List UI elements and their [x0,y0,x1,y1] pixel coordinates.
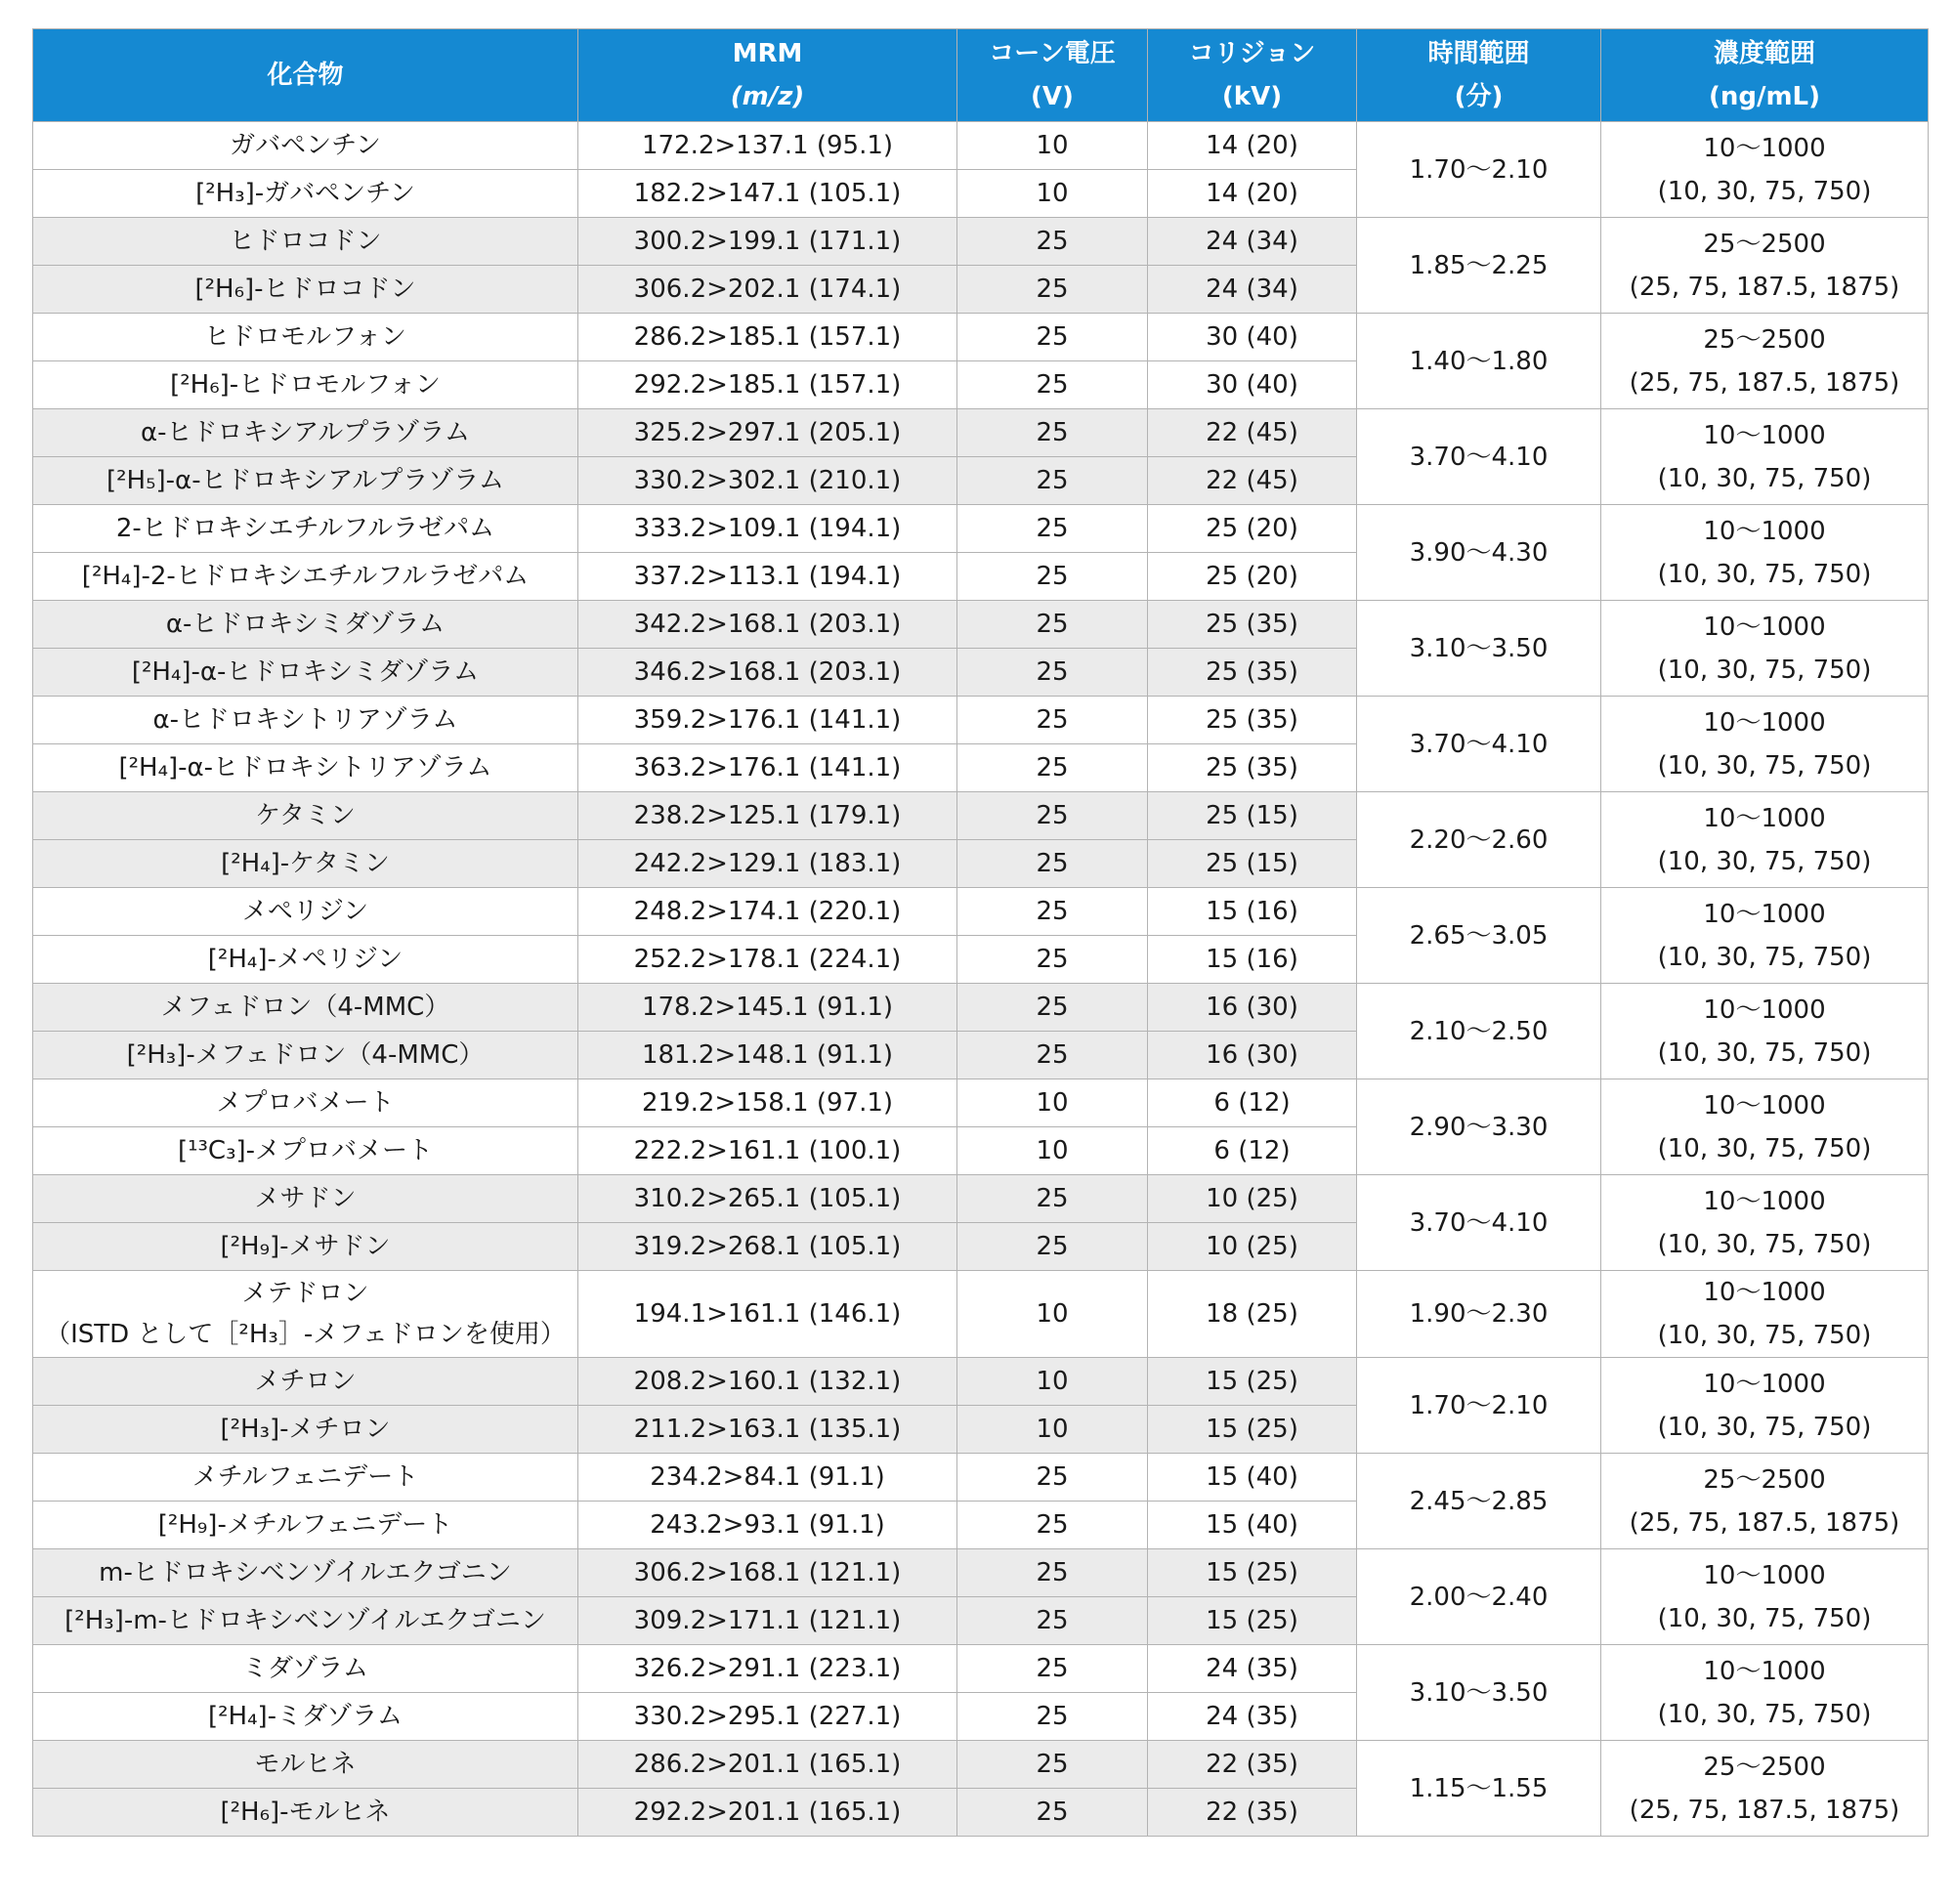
mrm-cell: 337.2>113.1 (194.1) [578,553,957,601]
mrm-cell: 172.2>137.1 (95.1) [578,122,957,170]
mrm-cell: 234.2>84.1 (91.1) [578,1454,957,1502]
mrm-cell: 222.2>161.1 (100.1) [578,1127,957,1175]
time-range-cell: 3.70～4.10 [1357,1175,1601,1271]
mrm-cell: 310.2>265.1 (105.1) [578,1175,957,1223]
collision-cell: 25 (20) [1148,505,1357,553]
collision-cell: 25 (35) [1148,744,1357,792]
cone-voltage-cell: 25 [957,936,1148,984]
compound-name: -メプロバメート [245,1136,434,1165]
time-range-cell: 1.15～1.55 [1357,1741,1601,1837]
cone-voltage-cell: 25 [957,1175,1148,1223]
collision-cell: 22 (45) [1148,409,1357,457]
header-time-range: 時間範囲 (分) [1357,29,1601,122]
collision-cell: 25 (35) [1148,649,1357,697]
concentration-cell [1601,1549,1929,1645]
compound-name: -ケタミン [279,849,390,878]
mrm-cell: 286.2>185.1 (157.1) [578,314,957,361]
compound-name: -ミダゾラム [267,1702,404,1731]
concentration-range: 10～1000 [1703,899,1826,929]
compound-name: -ヒドロモルフォン [229,370,441,400]
mrm-cell: 325.2>297.1 (205.1) [578,409,957,457]
table-row [33,1454,1929,1502]
collision-cell: 25 (20) [1148,553,1357,601]
concentration-points: (10, 30, 75, 750) [1657,463,1872,493]
collision-cell: 16 (30) [1148,984,1357,1032]
mrm-cell: 208.2>160.1 (132.1) [578,1358,957,1406]
table-row [33,1175,1929,1223]
table-row [33,1741,1929,1789]
concentration-cell [1601,697,1929,792]
concentration-cell [1601,888,1929,984]
compound-name: メチルフェニデート [191,1462,419,1492]
compound-name: -m-ヒドロキシベンゾイルエクゴニン [123,1606,546,1635]
table-row [33,1271,1929,1358]
isotope-label: [¹³C₃] [177,1136,246,1165]
isotope-label: [²H₃] [220,1415,280,1444]
concentration-cell [1601,1741,1929,1837]
time-range-cell: 2.90～3.30 [1357,1079,1601,1175]
header-concentration-range: 濃度範囲 (ng/mL) [1601,29,1929,122]
compound-name: ガバペンチン [230,131,381,160]
collision-cell: 15 (16) [1148,936,1357,984]
concentration-range: 10～1000 [1703,803,1826,833]
isotope-label: [²H₄] [221,849,280,878]
mrm-cell: 286.2>201.1 (165.1) [578,1741,957,1789]
concentration-cell [1601,1454,1929,1549]
collision-cell: 15 (25) [1148,1406,1357,1454]
compound-name: -メチルフェニデート [217,1510,453,1540]
isotope-label: [²H₃] [64,1606,124,1635]
isotope-label: [²H₅] [106,466,166,495]
concentration-cell [1601,601,1929,697]
compound-cell [33,1271,578,1358]
collision-cell: 15 (25) [1148,1358,1357,1406]
header-mrm: MRM (m/z) [578,29,957,122]
time-range-cell: 2.45～2.85 [1357,1454,1601,1549]
cone-voltage-cell: 10 [957,1358,1148,1406]
collision-cell: 10 (25) [1148,1223,1357,1271]
mrm-cell: 330.2>295.1 (227.1) [578,1693,957,1741]
compound-cell [33,314,578,361]
compound-cell [33,361,578,409]
concentration-cell [1601,1175,1929,1271]
compound-name: ヒドロモルフォン [204,322,406,352]
concentration-range: 10～1000 [1703,1278,1826,1307]
compound-name: メサドン [254,1184,357,1213]
compound-cell [33,840,578,888]
collision-cell: 24 (34) [1148,218,1357,266]
header-cone-voltage: コーン電圧 (V) [957,29,1148,122]
isotope-label: [²H₄] [131,657,191,687]
time-range-cell: 2.20～2.60 [1357,792,1601,888]
compound-name: -メサドン [279,1232,391,1261]
concentration-points: (10, 30, 75, 750) [1657,559,1872,589]
mrm-cell: 309.2>171.1 (121.1) [578,1597,957,1645]
compound-name: メペリジン [241,897,369,926]
cone-voltage-cell: 10 [957,1271,1148,1358]
table-row [33,888,1929,936]
cone-voltage-cell: 25 [957,1789,1148,1837]
collision-cell: 24 (35) [1148,1693,1357,1741]
table-row [33,1358,1929,1406]
mrm-cell: 181.2>148.1 (91.1) [578,1032,957,1079]
compound-name: -モルヒネ [279,1798,391,1827]
compound-cell [33,1597,578,1645]
table-row [33,218,1929,266]
time-range-cell: 1.85～2.25 [1357,218,1601,314]
mrm-cell: 292.2>201.1 (165.1) [578,1789,957,1837]
table-row [33,1079,1929,1127]
compound-name: -α-ヒドロキシアルプラゾラム [165,466,505,495]
concentration-points: (10, 30, 75, 750) [1657,1321,1872,1350]
compound-cell [33,170,578,218]
mrm-cell: 330.2>302.1 (210.1) [578,457,957,505]
concentration-points: (10, 30, 75, 750) [1657,942,1872,972]
compound-cell [33,1693,578,1741]
collision-cell: 15 (25) [1148,1597,1357,1645]
isotope-label: [²H₄] [81,562,142,591]
time-range-cell: 1.70～2.10 [1357,1358,1601,1454]
cone-voltage-cell: 25 [957,1549,1148,1597]
time-range-cell: 3.10～3.50 [1357,1645,1601,1741]
collision-cell: 6 (12) [1148,1127,1357,1175]
concentration-cell [1601,122,1929,218]
cone-voltage-cell: 25 [957,409,1148,457]
cone-voltage-cell: 25 [957,1223,1148,1271]
cone-voltage-cell: 25 [957,792,1148,840]
compound-cell [33,649,578,697]
mrm-cell: 326.2>291.1 (223.1) [578,1645,957,1693]
isotope-label: [²H₄] [207,1702,268,1731]
cone-voltage-cell: 25 [957,505,1148,553]
collision-cell: 15 (40) [1148,1502,1357,1549]
concentration-cell [1601,1645,1929,1741]
concentration-points: (25, 75, 187.5, 1875) [1629,1507,1900,1538]
table-row [33,122,1929,170]
compound-cell [33,936,578,984]
cone-voltage-cell: 25 [957,553,1148,601]
concentration-points: (25, 75, 187.5, 1875) [1629,1795,1900,1825]
table-row [33,697,1929,744]
compound-name: 2-ヒドロキシエチルフルラゼパム [115,514,495,543]
header-compound: 化合物 [33,29,578,122]
concentration-points: (10, 30, 75, 750) [1657,1603,1872,1633]
table-row [33,601,1929,649]
cone-voltage-cell: 10 [957,1406,1148,1454]
compound-name: -メチロン [279,1415,391,1444]
cone-voltage-cell: 25 [957,457,1148,505]
table-row [33,1549,1929,1597]
compound-cell [33,409,578,457]
mrm-cell: 182.2>147.1 (105.1) [578,170,957,218]
concentration-points: (10, 30, 75, 750) [1657,846,1872,876]
cone-voltage-cell: 25 [957,361,1148,409]
compound-cell [33,1454,578,1502]
time-range-cell: 3.10～3.50 [1357,601,1601,697]
compound-cell [33,1358,578,1406]
collision-cell: 25 (15) [1148,840,1357,888]
concentration-cell [1601,409,1929,505]
concentration-points: (10, 30, 75, 750) [1657,1133,1872,1164]
compound-name: ヒドロコドン [229,227,382,256]
compound-cell [33,984,578,1032]
concentration-cell [1601,1079,1929,1175]
concentration-cell [1601,984,1929,1079]
mrm-cell: 359.2>176.1 (141.1) [578,697,957,744]
mrm-cell: 238.2>125.1 (179.1) [578,792,957,840]
collision-cell: 6 (12) [1148,1079,1357,1127]
table-body [33,122,1929,1837]
collision-cell: 25 (15) [1148,792,1357,840]
compound-name: メテドロン [241,1279,369,1308]
concentration-range: 10～1000 [1703,133,1826,163]
mrm-cell: 300.2>199.1 (171.1) [578,218,957,266]
collision-cell: 22 (45) [1148,457,1357,505]
isotope-label: [²H₃] [195,179,255,208]
compound-name: ミダゾラム [242,1654,368,1683]
mrm-cell: 248.2>174.1 (220.1) [578,888,957,936]
mrm-cell: 178.2>145.1 (91.1) [578,984,957,1032]
mrm-cell: 211.2>163.1 (135.1) [578,1406,957,1454]
isotope-label: [²H₉] [157,1510,218,1540]
collision-cell: 22 (35) [1148,1741,1357,1789]
collision-cell: 22 (35) [1148,1789,1357,1837]
compound-name: -2-ヒドロキシエチルフルラゼパム [141,562,530,591]
mrm-cell: 252.2>178.1 (224.1) [578,936,957,984]
time-range-cell: 2.00～2.40 [1357,1549,1601,1645]
compound-name: α-ヒドロキシアルプラゾラム [141,418,470,447]
compound-cell [33,888,578,936]
isotope-label: [²H₄] [207,945,268,974]
concentration-cell [1601,1358,1929,1454]
concentration-cell [1601,218,1929,314]
compound-name: -メフェドロン（4-MMC） [186,1040,485,1070]
compound-cell [33,1175,578,1223]
concentration-range: 10～1000 [1703,420,1826,450]
cone-voltage-cell: 10 [957,1079,1148,1127]
concentration-points: (10, 30, 75, 750) [1657,1412,1872,1442]
table-row [33,505,1929,553]
cone-voltage-cell: 25 [957,218,1148,266]
concentration-range: 10～1000 [1703,516,1826,546]
time-range-cell: 1.40～1.80 [1357,314,1601,409]
collision-cell: 15 (40) [1148,1454,1357,1502]
cone-voltage-cell: 10 [957,1127,1148,1175]
header-collision: コリジョン (kV) [1148,29,1357,122]
concentration-range: 10～1000 [1703,612,1826,642]
cone-voltage-cell: 25 [957,1693,1148,1741]
cone-voltage-cell: 25 [957,649,1148,697]
compound-cell [33,1032,578,1079]
mrm-cell: 306.2>168.1 (121.1) [578,1549,957,1597]
concentration-range: 10～1000 [1703,994,1826,1025]
mrm-cell: 219.2>158.1 (97.1) [578,1079,957,1127]
compound-name: -ヒドロコドン [254,275,416,304]
concentration-points: (25, 75, 187.5, 1875) [1629,367,1900,398]
isotope-label: [²H₆] [170,370,230,400]
concentration-range: 10～1000 [1703,1656,1826,1686]
cone-voltage-cell: 10 [957,170,1148,218]
concentration-range: 25～2500 [1703,324,1826,355]
cone-voltage-cell: 25 [957,1502,1148,1549]
cone-voltage-cell: 25 [957,1741,1148,1789]
time-range-cell: 3.70～4.10 [1357,697,1601,792]
time-range-cell: 1.90～2.30 [1357,1271,1601,1358]
compound-name: ケタミン [255,801,356,830]
collision-cell: 24 (34) [1148,266,1357,314]
compound-cell [33,1549,578,1597]
collision-cell: 24 (35) [1148,1645,1357,1693]
mrm-cell: 333.2>109.1 (194.1) [578,505,957,553]
concentration-points: (10, 30, 75, 750) [1657,655,1872,685]
isotope-label: [²H₃] [126,1040,187,1070]
concentration-cell [1601,505,1929,601]
concentration-range: 10～1000 [1703,707,1826,738]
compound-name: -ガバペンチン [254,179,415,208]
concentration-points: (10, 30, 75, 750) [1657,1037,1872,1068]
time-range-cell: 2.65～3.05 [1357,888,1601,984]
compound-name: メプロバメート [216,1088,395,1118]
cone-voltage-cell: 10 [957,122,1148,170]
cone-voltage-cell: 25 [957,266,1148,314]
table-row [33,984,1929,1032]
collision-cell: 14 (20) [1148,170,1357,218]
mrm-cell: 243.2>93.1 (91.1) [578,1502,957,1549]
cone-voltage-cell: 25 [957,1645,1148,1693]
concentration-range: 10～1000 [1703,1560,1826,1590]
mrm-cell: 319.2>268.1 (105.1) [578,1223,957,1271]
mrm-cell: 242.2>129.1 (183.1) [578,840,957,888]
compound-cell [33,1645,578,1693]
concentration-points: (10, 30, 75, 750) [1657,1699,1872,1729]
compound-note: （ISTD として［²H₃］-メフェドロンを使用） [45,1320,566,1349]
concentration-cell [1601,314,1929,409]
compound-name: α-ヒドロキシミダゾラム [165,610,446,639]
compound-cell [33,1127,578,1175]
concentration-points: (10, 30, 75, 750) [1657,176,1872,206]
compound-cell [33,1789,578,1837]
concentration-range: 25～2500 [1703,1464,1826,1495]
compound-cell [33,266,578,314]
collision-cell: 15 (16) [1148,888,1357,936]
compound-cell [33,744,578,792]
table-row [33,314,1929,361]
mrm-cell: 306.2>202.1 (174.1) [578,266,957,314]
compound-name: モルヒネ [254,1750,357,1779]
isotope-label: [²H₄] [118,753,179,783]
cone-voltage-cell: 25 [957,1454,1148,1502]
compound-cell [33,1223,578,1271]
compound-table [32,28,1929,1837]
collision-cell: 25 (35) [1148,697,1357,744]
cone-voltage-cell: 25 [957,601,1148,649]
concentration-range: 25～2500 [1703,1752,1826,1782]
compound-cell [33,122,578,170]
compound-cell [33,457,578,505]
cone-voltage-cell: 25 [957,697,1148,744]
compound-cell [33,697,578,744]
mrm-cell: 363.2>176.1 (141.1) [578,744,957,792]
collision-cell: 16 (30) [1148,1032,1357,1079]
concentration-cell [1601,1271,1929,1358]
concentration-range: 10～1000 [1703,1369,1826,1399]
mrm-cell: 194.1>161.1 (146.1) [578,1271,957,1358]
cone-voltage-cell: 25 [957,840,1148,888]
collision-cell: 14 (20) [1148,122,1357,170]
compound-cell [33,792,578,840]
time-range-cell: 1.70～2.10 [1357,122,1601,218]
table-row [33,409,1929,457]
concentration-points: (25, 75, 187.5, 1875) [1629,272,1900,302]
time-range-cell: 3.70～4.10 [1357,409,1601,505]
concentration-range: 10～1000 [1703,1090,1826,1121]
time-range-cell: 3.90～4.30 [1357,505,1601,601]
cone-voltage-cell: 25 [957,314,1148,361]
compound-cell [33,218,578,266]
time-range-cell: 2.10～2.50 [1357,984,1601,1079]
mrm-cell: 342.2>168.1 (203.1) [578,601,957,649]
compound-name: メフェドロン（4-MMC） [160,993,450,1022]
compound-name: -メペリジン [267,945,404,974]
compound-cell [33,1079,578,1127]
compound-cell [33,505,578,553]
compound-name: -α-ヒドロキシトリアゾラム [178,753,492,783]
table-row [33,792,1929,840]
collision-cell: 30 (40) [1148,314,1357,361]
isotope-label: [²H₆] [194,275,255,304]
cone-voltage-cell: 25 [957,1032,1148,1079]
collision-cell: 30 (40) [1148,361,1357,409]
table-row [33,1645,1929,1693]
compound-name: α-ヒドロキシトリアゾラム [152,705,458,735]
concentration-range: 25～2500 [1703,229,1826,259]
cone-voltage-cell: 25 [957,744,1148,792]
mrm-cell: 292.2>185.1 (157.1) [578,361,957,409]
compound-name: -α-ヒドロキシミダゾラム [191,657,480,687]
compound-name: m-ヒドロキシベンゾイルエクゴニン [99,1558,512,1587]
header-row [33,29,1929,122]
collision-cell: 15 (25) [1148,1549,1357,1597]
cone-voltage-cell: 25 [957,1597,1148,1645]
concentration-range: 10～1000 [1703,1186,1826,1216]
compound-cell [33,601,578,649]
collision-cell: 25 (35) [1148,601,1357,649]
collision-cell: 10 (25) [1148,1175,1357,1223]
mrm-cell: 346.2>168.1 (203.1) [578,649,957,697]
isotope-label: [²H₉] [220,1232,280,1261]
concentration-cell [1601,792,1929,888]
cone-voltage-cell: 25 [957,984,1148,1032]
isotope-label: [²H₆] [220,1798,280,1827]
concentration-points: (10, 30, 75, 750) [1657,1229,1872,1259]
collision-cell: 18 (25) [1148,1271,1357,1358]
compound-cell [33,553,578,601]
compound-cell [33,1406,578,1454]
compound-cell [33,1741,578,1789]
compound-cell [33,1502,578,1549]
concentration-points: (10, 30, 75, 750) [1657,750,1872,781]
cone-voltage-cell: 25 [957,888,1148,936]
compound-name: メチロン [254,1367,357,1396]
